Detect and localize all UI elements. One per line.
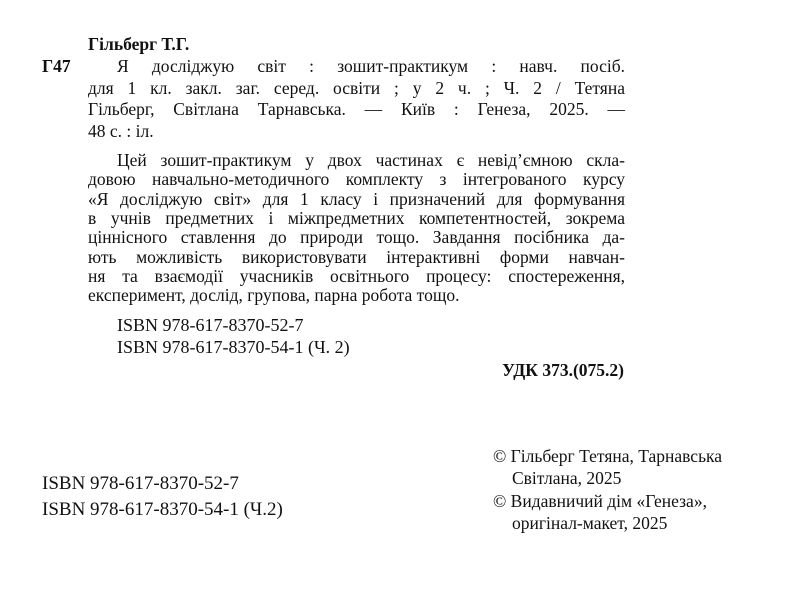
bib-line: 48 с. : іл.	[88, 121, 154, 141]
annotation-line: експеримент, дослід, групова, парна робота тощо.	[88, 285, 460, 305]
annotation-line: ють можливість використовувати інтерактивні форми навчан-	[88, 247, 625, 267]
bib-line: Я досліджую світ : зошит-практикум : навч. посіб.	[117, 56, 625, 76]
annotation-line: ня та взаємодії учасників освітнього процесу: спостереження,	[88, 266, 625, 286]
annotation-line: довою навчально-методичного комплекту з інтегрованого курсу	[88, 169, 625, 189]
bottom-isbn: ISBN 978-617-8370-52-7	[42, 473, 239, 494]
annotation-line: в учнів предметних і міжпредметних компетентностей, зокрема	[88, 208, 625, 228]
annotation-line: «Я досліджую світ» для 1 класу і призначений для формування	[88, 189, 625, 209]
isbn-line: ISBN 978-617-8370-52-7	[117, 315, 304, 335]
copyright-line: © Гільберг Тетяна, Тарнавська	[493, 446, 723, 466]
annotation-line: ціннісного ставлення до природи тощо. Завдання посібника да-	[88, 227, 625, 247]
bottom-isbn: ISBN 978-617-8370-54-1 (Ч.2)	[42, 499, 283, 520]
isbn-line: ISBN 978-617-8370-54-1 (Ч. 2)	[117, 337, 350, 357]
copyright-line: © Видавничий дім «Генеза»,	[493, 491, 707, 511]
bib-line: Гільберг, Світлана Тарнавська. — Київ : Генеза, 2025. —	[88, 99, 625, 119]
udc-code: УДК 373.(075.2)	[502, 360, 624, 380]
bib-line: для 1 кл. закл. заг. серед. освіти ; у 2 ч. ; Ч. 2 / Тетяна	[88, 78, 625, 98]
author-heading: Гільберг Т.Г.	[88, 34, 190, 54]
annotation-line: Цей зошит-практикум у двох частинах є невід’ємною скла-	[117, 150, 625, 170]
copyright-line: оригінал-макет, 2025	[512, 513, 668, 533]
call-number: Г47	[42, 56, 71, 76]
copyright-line: Світлана, 2025	[512, 468, 622, 488]
